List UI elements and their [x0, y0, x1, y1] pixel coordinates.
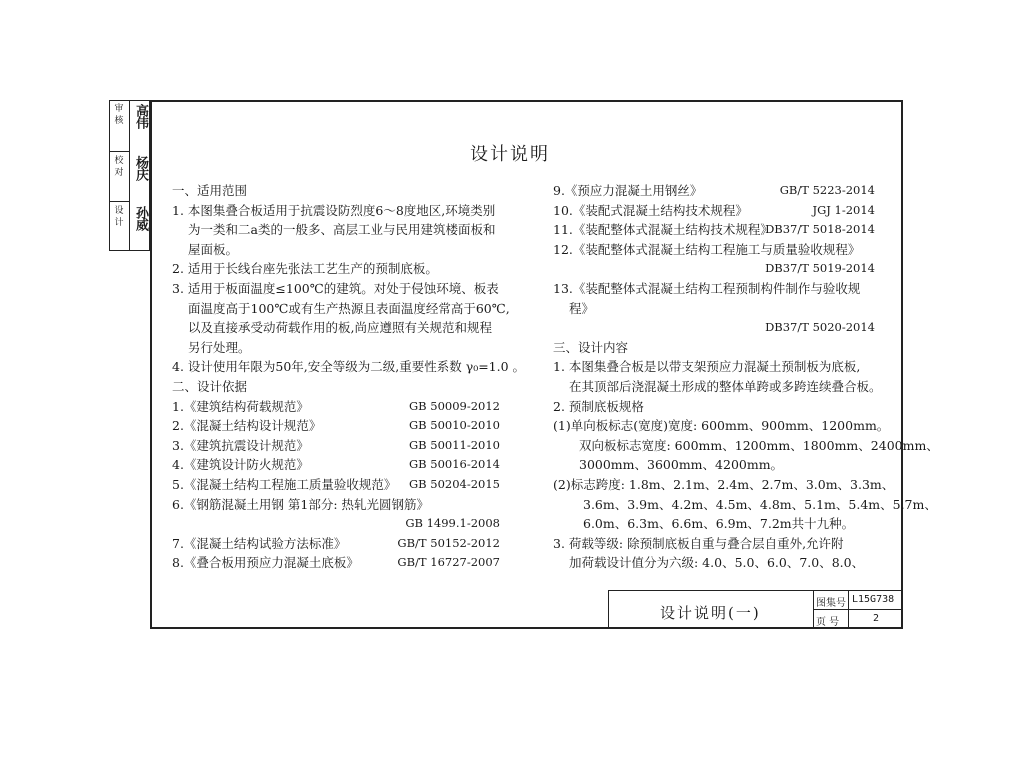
page-number-label: 页 号 — [816, 617, 840, 628]
text-line — [172, 279, 500, 299]
standard-code: GB 1499.1-2008 — [405, 516, 500, 531]
line-text: 7.《混凝土结构试验方法标准》 — [172, 535, 347, 551]
standard-code: GB/T 50152-2012 — [397, 535, 500, 550]
text-line — [172, 240, 500, 260]
standard-code: GB 50009-2012 — [408, 398, 500, 413]
text-line — [553, 240, 875, 260]
standard-code: GB/T 16727-2007 — [397, 555, 500, 570]
text-line — [172, 455, 500, 475]
text-line — [553, 455, 875, 475]
text-line — [553, 377, 882, 397]
atlas-number: L15G738 — [852, 594, 895, 605]
right-column — [553, 181, 939, 573]
text-line — [553, 436, 939, 456]
text-line — [172, 259, 500, 279]
line-text: (1)单向板标志(宽度)宽度: 600mm、900mm、1200mm。 — [553, 418, 890, 434]
left-column — [172, 181, 526, 573]
line-text: 12.《装配整体式混凝土结构工程施工与质量验收规程》 — [553, 241, 861, 257]
text-line — [553, 514, 875, 534]
line-text: 5.《混凝土结构工程施工质量验收规范》 — [172, 476, 397, 492]
text-line — [172, 377, 500, 397]
line-text: 8.《叠合板用预应力混凝土底板》 — [172, 555, 359, 571]
line-text: 面温度高于100℃或有生产热源且表面温度经常高于60℃, — [188, 300, 510, 316]
line-text: 一、适用范围 — [172, 183, 248, 198]
signature-strip-line — [110, 151, 129, 152]
text-line — [172, 475, 500, 495]
line-text: 13.《装配整体式混凝土结构工程预制构件制作与验收规 — [553, 280, 861, 296]
line-text: 2.《混凝土结构设计规范》 — [172, 418, 322, 434]
line-text: 在其顶部后浇混凝土形成的整体单跨或多跨连续叠合板。 — [569, 378, 882, 394]
standard-code: DB37/T 5018-2014 — [765, 222, 875, 237]
check-label-1: 校 — [114, 156, 124, 166]
standard-code: GB 50011-2010 — [408, 437, 500, 452]
text-line — [172, 181, 500, 201]
standard-code: GB 50016-2014 — [408, 457, 500, 472]
checker-signature: 杨庆 — [133, 156, 148, 180]
text-line — [553, 201, 875, 221]
review-label-2: 核 — [114, 116, 124, 126]
text-line — [553, 357, 875, 377]
text-line — [172, 201, 500, 221]
check-label-2: 对 — [114, 168, 124, 178]
text-line — [553, 318, 875, 338]
line-text: 2. 预制底板规格 — [553, 398, 644, 414]
text-line — [553, 279, 875, 299]
text-line — [172, 220, 500, 240]
line-text: 4.《建筑设计防火规范》 — [172, 457, 309, 473]
text-line — [172, 299, 510, 319]
line-text: 3000mm、3600mm、4200mm。 — [579, 457, 784, 473]
line-text: 11.《装配整体式混凝土结构技术规程》 — [553, 222, 773, 238]
line-text: (2)标志跨度: 1.8m、2.1m、2.4m、2.7m、3.0m、3.3m、 — [553, 476, 895, 492]
line-text: 3.6m、3.9m、4.2m、4.5m、4.8m、5.1m、5.4m、5.7m、 — [583, 496, 937, 512]
designer-signature: 孙威 — [133, 206, 148, 230]
line-text: 加荷载设计值分为六级: 4.0、5.0、6.0、7.0、8.0、 — [569, 555, 865, 571]
text-line — [553, 495, 937, 515]
line-text: 2. 适用于长线台座先张法工艺生产的预制底板。 — [172, 261, 438, 277]
line-text: 9.《预应力混凝土用钢丝》 — [553, 183, 703, 198]
line-text: 10.《装配式混凝土结构技术规程》 — [553, 202, 748, 218]
signature-strip-line — [110, 201, 129, 202]
sheet-title: 设计说明(一) — [660, 604, 761, 622]
text-line — [553, 338, 875, 358]
page-number: 2 — [873, 613, 880, 624]
line-text: 三、设计内容 — [553, 339, 629, 355]
line-text: 6.《钢筋混凝土用钢 第1部分: 热轧光圆钢筋》 — [172, 496, 430, 512]
line-text: 6.0m、6.3m、6.6m、6.9m、7.2m共十九种。 — [583, 516, 855, 532]
line-text: 1. 本图集叠合板适用于抗震设防烈度6～8度地区,环境类别 — [172, 202, 496, 218]
standard-code: DB37/T 5019-2014 — [765, 261, 875, 276]
text-line — [553, 299, 875, 319]
line-text: 另行处理。 — [188, 339, 251, 355]
design-label-2: 计 — [114, 218, 124, 228]
line-text: 3.《建筑抗震设计规范》 — [172, 437, 309, 453]
signature-strip — [109, 100, 150, 251]
line-text: 屋面板。 — [188, 241, 239, 257]
text-line — [553, 181, 875, 201]
text-line — [553, 534, 875, 554]
text-line — [172, 338, 500, 358]
signature-strip-divider — [129, 101, 130, 250]
line-text: 二、设计依据 — [172, 378, 248, 394]
text-line — [172, 357, 526, 377]
text-line — [553, 397, 875, 417]
line-text: 1. 本图集叠合板是以带支架预应力混凝土预制板为底板, — [553, 359, 861, 375]
line-text: 1.《建筑结构荷载规范》 — [172, 398, 309, 414]
text-line — [553, 475, 895, 495]
title-block — [608, 590, 903, 629]
text-line — [553, 220, 875, 240]
title-block-divider — [813, 609, 903, 610]
line-text: 3. 荷载等级: 除预制底板自重与叠合层自重外,允许附 — [553, 535, 844, 551]
text-line — [172, 534, 500, 554]
text-line — [553, 416, 890, 436]
standard-code: JGJ 1-2014 — [812, 202, 875, 217]
text-line — [553, 259, 875, 279]
text-line — [172, 514, 500, 534]
text-line — [172, 495, 500, 515]
text-line — [172, 318, 500, 338]
line-text: 双向板标志宽度: 600mm、1200mm、1800mm、2400mm、 — [579, 437, 939, 453]
line-text: 4. 设计使用年限为50年,安全等级为二级,重要性系数 γ₀=1.0 。 — [172, 359, 526, 375]
line-text: 为一类和二a类的一般多、高层工业与民用建筑楼面板和 — [188, 222, 496, 238]
line-text: 3. 适用于板面温度≤100℃的建筑。对处于侵蚀环境、板表 — [172, 280, 499, 296]
standard-code: GB 50204-2015 — [408, 476, 500, 491]
line-text: 以及直接承受动荷载作用的板,尚应遵照有关规范和规程 — [188, 320, 492, 336]
text-line — [172, 416, 500, 436]
standard-code: GB 50010-2010 — [408, 418, 500, 433]
atlas-number-label: 图集号 — [816, 598, 846, 609]
design-label-1: 设 — [114, 206, 124, 216]
review-label-1: 审 — [114, 104, 124, 114]
page-title: 设计说明 — [470, 144, 550, 165]
text-line — [172, 553, 500, 573]
text-line — [172, 436, 500, 456]
line-text: 程》 — [569, 300, 595, 316]
text-line — [172, 397, 500, 417]
standard-code: GB/T 5223-2014 — [779, 183, 875, 197]
text-line — [553, 553, 875, 573]
reviewer-signature: 高伟 — [133, 104, 148, 128]
standard-code: DB37/T 5020-2014 — [765, 320, 875, 335]
